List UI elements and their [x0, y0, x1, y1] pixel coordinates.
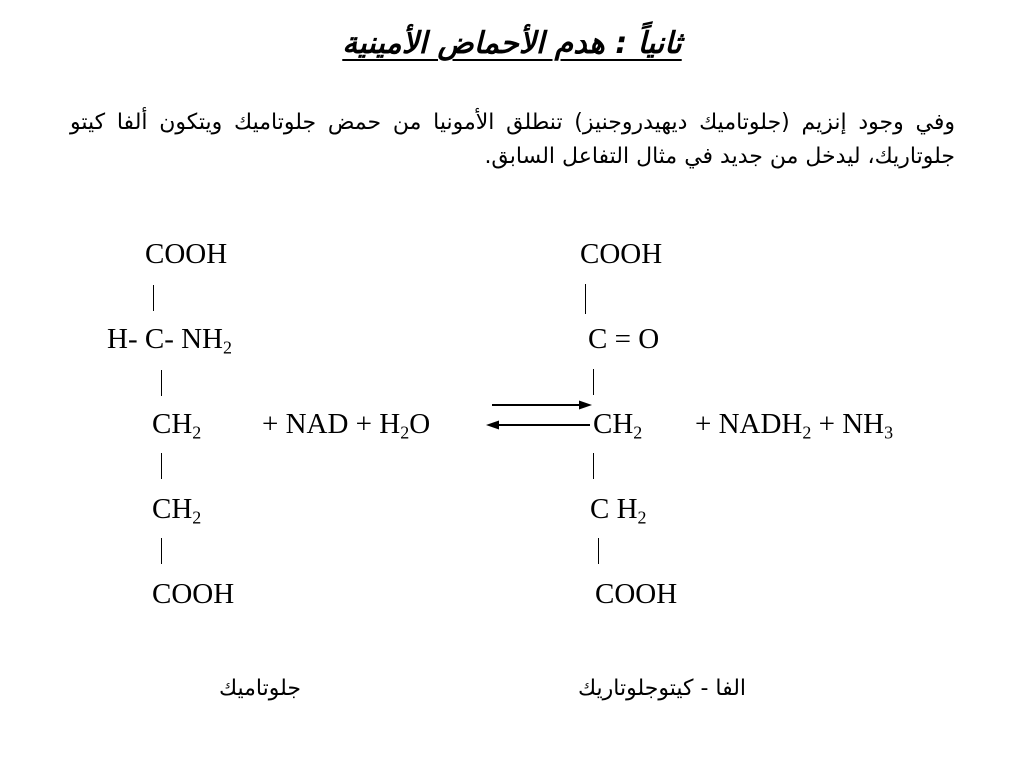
reverse-arrow-head-icon — [486, 421, 499, 430]
glutamic-alpha-carbon — [107, 322, 232, 356]
ketoglutaric-bond-4 — [598, 538, 599, 564]
description-paragraph — [70, 106, 955, 174]
glutamic-alpha-carbon-subscript: 2 — [223, 337, 232, 358]
glutamic-name-label: جلوتاميك — [218, 676, 302, 701]
glutamic-bond-4 — [161, 538, 162, 564]
product-additions-subscript-2: 3 — [884, 422, 894, 443]
glutamic-top-cooh: COOH — [145, 238, 228, 270]
equilibrium-arrows — [480, 391, 600, 435]
glutamic-bond-2 — [161, 370, 162, 396]
ketoglutaric-bond-3 — [593, 453, 594, 479]
reactant-additions — [262, 407, 430, 441]
paragraph-line-2: جلوتاريك، ليدخل من جديد في مثال التفاعل السابق. — [484, 144, 955, 169]
product-additions — [695, 407, 893, 441]
glutamic-beta-carbon — [152, 407, 201, 441]
glutamic-gamma-carbon-text: CH — [152, 493, 193, 525]
glutamic-beta-carbon-text: CH — [152, 408, 193, 440]
product-additions-text-1: + NADH — [695, 408, 803, 440]
glutamic-gamma-carbon — [152, 492, 201, 526]
glutamic-alpha-carbon-text: H- C- NH — [107, 323, 223, 355]
glutamic-beta-carbon-subscript: 2 — [192, 422, 202, 443]
glutamic-gamma-carbon-subscript: 2 — [192, 507, 202, 528]
glutamic-bond-3 — [161, 453, 162, 479]
product-additions-text-2: + NH — [811, 408, 885, 440]
paragraph-line-1: وفي وجود إنزيم (جلوتاميك ديهيدروجنيز) تنطلق الأمونيا من حمض جلوتاميك ويتكون ألفا كيتو — [70, 110, 955, 135]
glutamic-bond-1 — [153, 285, 154, 311]
reactant-additions-text-2: O — [409, 408, 431, 440]
glutamic-bottom-cooh: COOH — [152, 578, 235, 610]
ketoglutaric-bond-1 — [585, 284, 586, 314]
ketoglutaric-top-cooh: COOH — [580, 238, 663, 270]
ketoglutaric-bottom-cooh: COOH — [595, 578, 678, 610]
ketoglutaric-beta-carbon-subscript: 2 — [633, 422, 643, 443]
reactant-additions-text-1: + NAD + H — [262, 408, 401, 440]
ketoglutaric-gamma-carbon-subscript: 2 — [637, 507, 647, 528]
forward-arrow-head-icon — [579, 401, 592, 410]
reactant-additions-subscript: 2 — [400, 422, 410, 443]
ketoglutaric-carbonyl: C = O — [588, 323, 660, 355]
ketoglutaric-beta-carbon — [593, 407, 642, 441]
ketoglutaric-gamma-carbon — [590, 492, 647, 526]
ketoglutaric-bond-2 — [593, 369, 594, 395]
slide-title: ثانياً : هدم الأحماض الأمينية — [342, 26, 682, 61]
ketoglutaric-gamma-carbon-text: C H — [590, 493, 638, 525]
product-additions-subscript-1: 2 — [802, 422, 812, 443]
ketoglutaric-beta-carbon-text: CH — [593, 408, 634, 440]
ketoglutaric-name-label: الفا - كيتوجلوتاريك — [577, 676, 747, 701]
